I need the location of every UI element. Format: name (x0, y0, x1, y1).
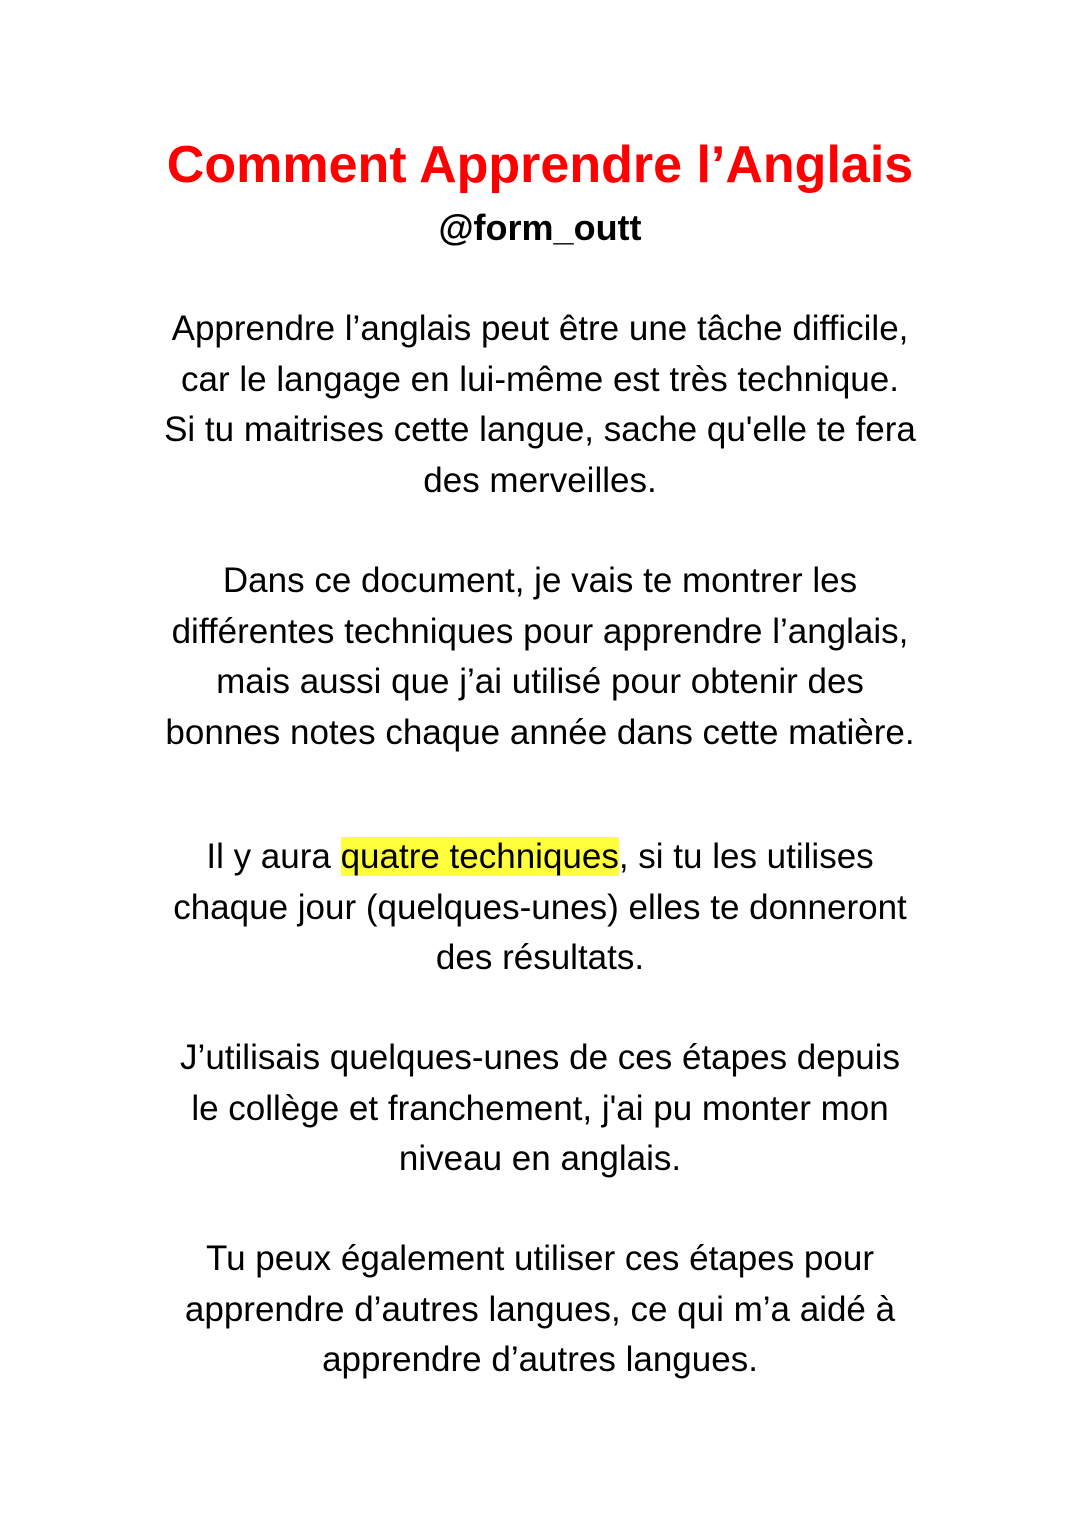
text-segment: , si tu les utilises (618, 837, 874, 876)
paragraph-experience (110, 1033, 970, 1185)
paragraph-other-languages (110, 1234, 970, 1386)
text-line: bonnes notes chaque année dans cette matière. (165, 712, 915, 752)
text-line: Tu peux également utiliser ces étapes pour (206, 1239, 874, 1278)
paragraph-intro (110, 304, 970, 506)
text-line: niveau en anglais. (398, 1139, 682, 1178)
text-line: chaque jour (quelques-unes) elles te donneront (173, 887, 907, 927)
text-line: Dans ce document, je vais te montrer les (222, 561, 858, 600)
text-line: car le langage en lui-même est très technique. (181, 359, 899, 399)
text-line: apprendre d’autres langues, ce qui m’a aidé à (184, 1289, 896, 1329)
document-title: Comment Apprendre l’Anglais (166, 136, 914, 194)
text-line: des merveilles. (423, 460, 657, 500)
text-line: différentes techniques pour apprendre l’anglais, (171, 611, 909, 651)
text-line (110, 832, 970, 883)
paragraph-techniques (110, 832, 970, 984)
paragraph-purpose (110, 556, 970, 758)
highlighted-text: quatre techniques (340, 837, 619, 876)
text-line: Apprendre l’anglais peut être une tâche difficile, (171, 309, 909, 348)
text-segment: Il y aura (206, 837, 341, 876)
text-line: Si tu maitrises cette langue, sache qu'elle te fera (164, 410, 916, 449)
text-line: apprendre d’autres langues. (322, 1340, 758, 1379)
text-line: des résultats. (435, 938, 645, 977)
author-handle: @form_outt (438, 207, 642, 248)
text-line: mais aussi que j’ai utilisé pour obtenir des (216, 662, 864, 701)
text-line: le collège et franchement, j'ai pu monter mon (191, 1088, 889, 1128)
text-line: J’utilisais quelques-unes de ces étapes depuis (180, 1038, 900, 1077)
